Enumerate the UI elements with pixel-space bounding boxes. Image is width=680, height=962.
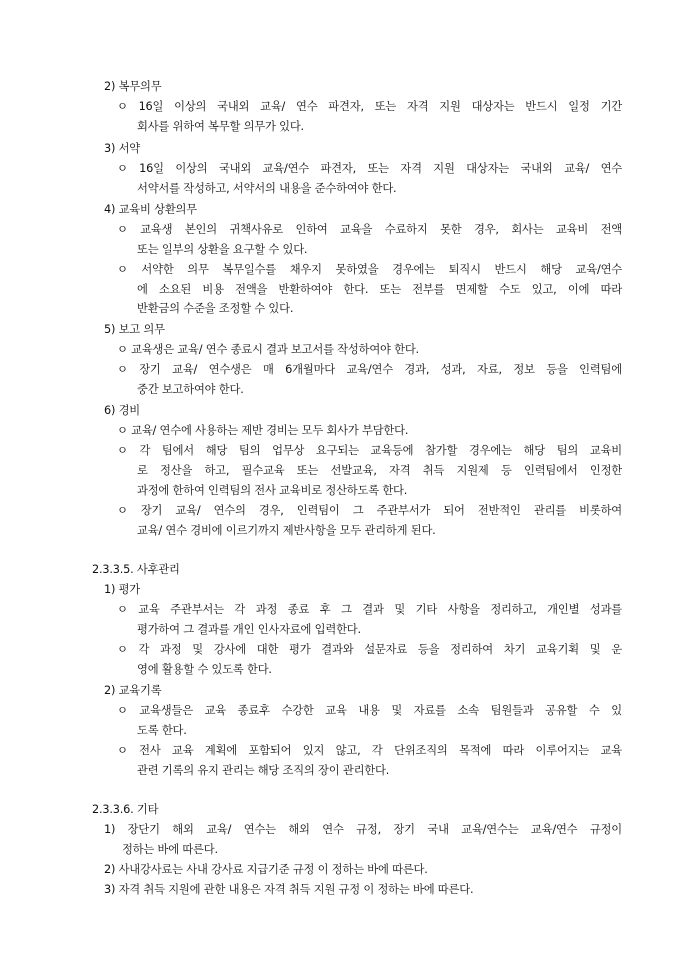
continuation-line: 관련 기록의 유지 관리는 해당 조직의 장이 관리한다.	[137, 764, 390, 777]
section-title-other: 2.3.3.6. 기타	[92, 803, 159, 816]
bullet-line: ㅇ 장기 교육/ 연수의 경우, 인력팀이 그 주관부서가 되어 전반적인 관리를 비롯하여	[117, 504, 622, 517]
section-heading-duty: 2) 복무의무	[104, 80, 162, 93]
numbered-line: 1) 장단기 해외 교육/ 연수는 해외 연수 규정, 장기 국내 교육/연수는 교육/연수 규정이	[104, 823, 622, 836]
bullet-line: ㅇ 16일 이상의 국내외 교육/ 연수 파견자, 또는 자격 지원 대상자는 반드시 일정 기간	[117, 100, 622, 113]
bullet-line: ㅇ 교육생들은 교육 종료후 수강한 교육 내용 및 자료를 소속 팀원들과 공유할 수 있	[117, 704, 622, 717]
section-heading-evaluation: 1) 평가	[104, 583, 141, 596]
section-heading-pledge: 3) 서약	[104, 142, 141, 155]
bullet-line: ㅇ 전사 교육 계획에 포함되어 있지 않고, 각 단위조직의 목적에 따라 이루어지는 교육	[117, 744, 622, 757]
continuation-line: 로 정산을 하고, 필수교육 또는 선발교육, 자격 취득 지원제 등 인력팀에서 인정한	[137, 464, 622, 477]
bullet-line: ㅇ 교육생 본인의 귀책사유로 인하여 교육을 수료하지 못한 경우, 회사는 교육비 전액	[117, 223, 622, 236]
bullet-line: ㅇ 서약한 의무 복무일수를 채우지 못하였을 경우에는 퇴직시 반드시 해당 교육/연수	[117, 263, 622, 276]
bullet-line: ㅇ 교육생은 교육/ 연수 종료시 결과 보고서를 작성하여야 한다.	[117, 343, 419, 356]
section-heading-records: 2) 교육기록	[104, 684, 162, 697]
continuation-line: 중간 보고하여야 한다.	[137, 383, 244, 396]
numbered-line: 3) 자격 취득 지원에 관한 내용은 자격 취득 지원 규정 이 정하는 바에 따른다.	[104, 883, 474, 896]
continuation-line: 영에 활용할 수 있도록 한다.	[137, 663, 272, 676]
continuation-line: 교육/ 연수 경비에 이르기까지 제반사항을 모두 관리하게 된다.	[137, 524, 436, 537]
bullet-line: ㅇ 16일 이상의 국내외 교육/연수 파견자, 또는 자격 지원 대상자는 국내외 교육/ 연수	[117, 162, 622, 175]
section-heading-repayment: 4) 교육비 상환의무	[104, 203, 197, 216]
continuation-line: 회사를 위하여 복무할 의무가 있다.	[137, 120, 304, 133]
section-heading-report: 5) 보고 의무	[104, 323, 165, 336]
continuation-line: 평가하여 그 결과를 개인 인사자료에 입력한다.	[137, 623, 361, 636]
bullet-line: ㅇ 각 과정 및 강사에 대한 평가 결과와 설문자료 등을 정리하여 차기 교육기획 및 운	[117, 643, 622, 656]
bullet-line: ㅇ 장기 교육/ 연수생은 매 6개월마다 교육/연수 경과, 성과, 자료, 정보 등을 인력팀에	[117, 363, 622, 376]
continuation-line: 정하는 바에 따른다.	[122, 843, 218, 856]
continuation-line: 서약서를 작성하고, 서약서의 내용을 준수하여야 한다.	[137, 182, 397, 195]
bullet-line: ㅇ 교육 주관부서는 각 과정 종료 후 그 결과 및 기타 사항을 정리하고, 개인별 성과를	[117, 603, 622, 616]
numbered-line: 2) 사내강사료는 사내 강사료 지급기준 규정 이 정하는 바에 따른다.	[104, 863, 428, 876]
continuation-line: 과정에 한하여 인력팀의 전사 교육비로 정산하도록 한다.	[137, 484, 408, 497]
continuation-line: 반환금의 수준을 조정할 수 있다.	[137, 302, 294, 315]
continuation-line: 도록 한다.	[137, 724, 187, 737]
bullet-line: ㅇ 교육/ 연수에 사용하는 제반 경비는 모두 회사가 부담한다.	[117, 424, 409, 437]
section-title-followup: 2.3.3.5. 사후관리	[92, 563, 180, 576]
section-heading-expense: 6) 경비	[104, 404, 141, 417]
continuation-line: 또는 일부의 상환을 요구할 수 있다.	[137, 243, 308, 256]
continuation-line: 에 소요된 비용 전액을 반환하여야 한다. 또는 전부를 면제할 수도 있고, 이에 따라	[137, 283, 622, 296]
bullet-line: ㅇ 각 팀에서 해당 팀의 업무상 요구되는 교육등에 참가할 경우에는 해당 팀의 교육비	[117, 444, 622, 457]
